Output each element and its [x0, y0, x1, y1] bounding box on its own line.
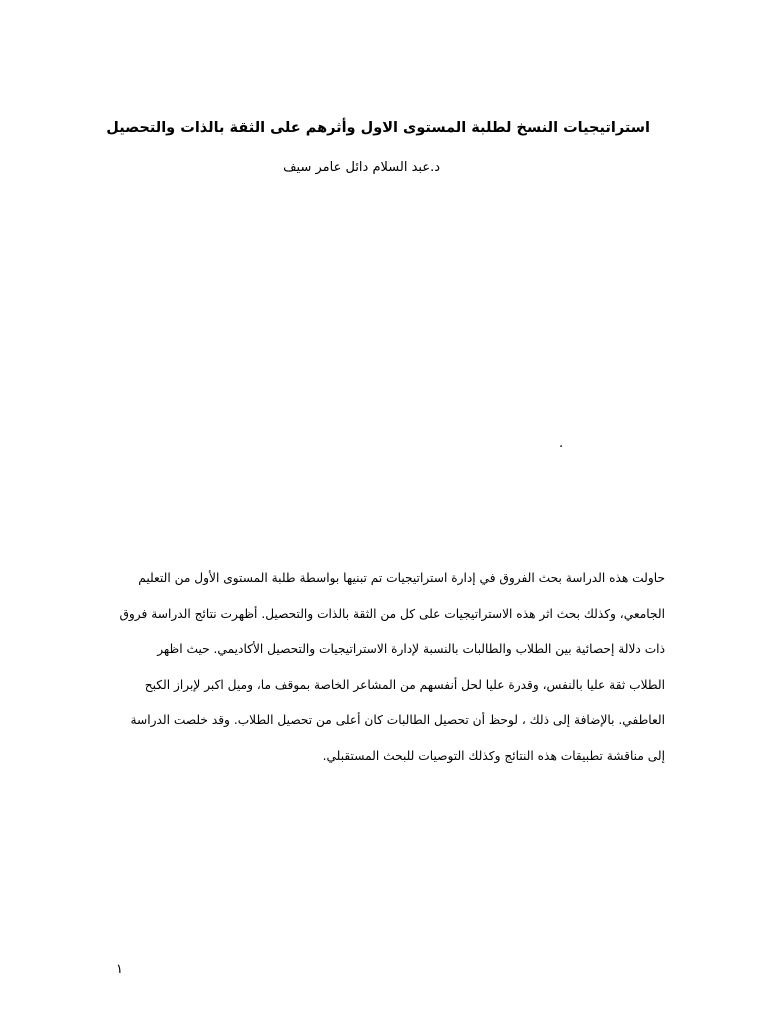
page-number: ١ — [116, 962, 123, 977]
abstract-line: حاولت هذه الدراسة بحث الفروق في إدارة استراتيجيات تم تبنيها بواسطة طلبة المستوى الأول من التعليم — [138, 571, 665, 585]
abstract-line: العاطفي. بالإضافة إلى ذلك ، لوحظ أن تحصيل الطالبات كان أعلى من تحصيل الطلاب. وقد خلصت الدراسة — [130, 713, 665, 728]
abstract-line: الطلاب ثقة عليا بالنفس، وقدرة عليا لحل أنفسهم من المشاعر الخاصة بموقف ما، وميل اكبر لإبراز الكبح — [144, 677, 665, 692]
abstract-paragraph — [113, 566, 665, 780]
abstract-line: الجامعي، وكذلك بحث اثر هذه الاستراتيجيات على كل من الثقة بالذات والتحصيل. أظهرت نتائج الدراسة فروق — [119, 606, 665, 621]
stray-mark: . — [559, 436, 564, 451]
document-title: استراتيجيات النسخ لطلبة المستوى الاول وأثرهم على الثقة بالذات والتحصيل — [106, 120, 650, 136]
abstract-line: ذات دلالة إحصائية بين الطلاب والطالبات بالنسبة لإدارة الاستراتيجيات والتحصيل الأكاديمي. حيث اظهر — [157, 642, 665, 657]
abstract-line: إلى مناقشة تطبيقات هذه النتائج وكذلك التوصيات للبحث المستقبلي. — [322, 748, 665, 763]
author-name: د.عبد السلام دائل عامر سيف — [283, 160, 440, 175]
